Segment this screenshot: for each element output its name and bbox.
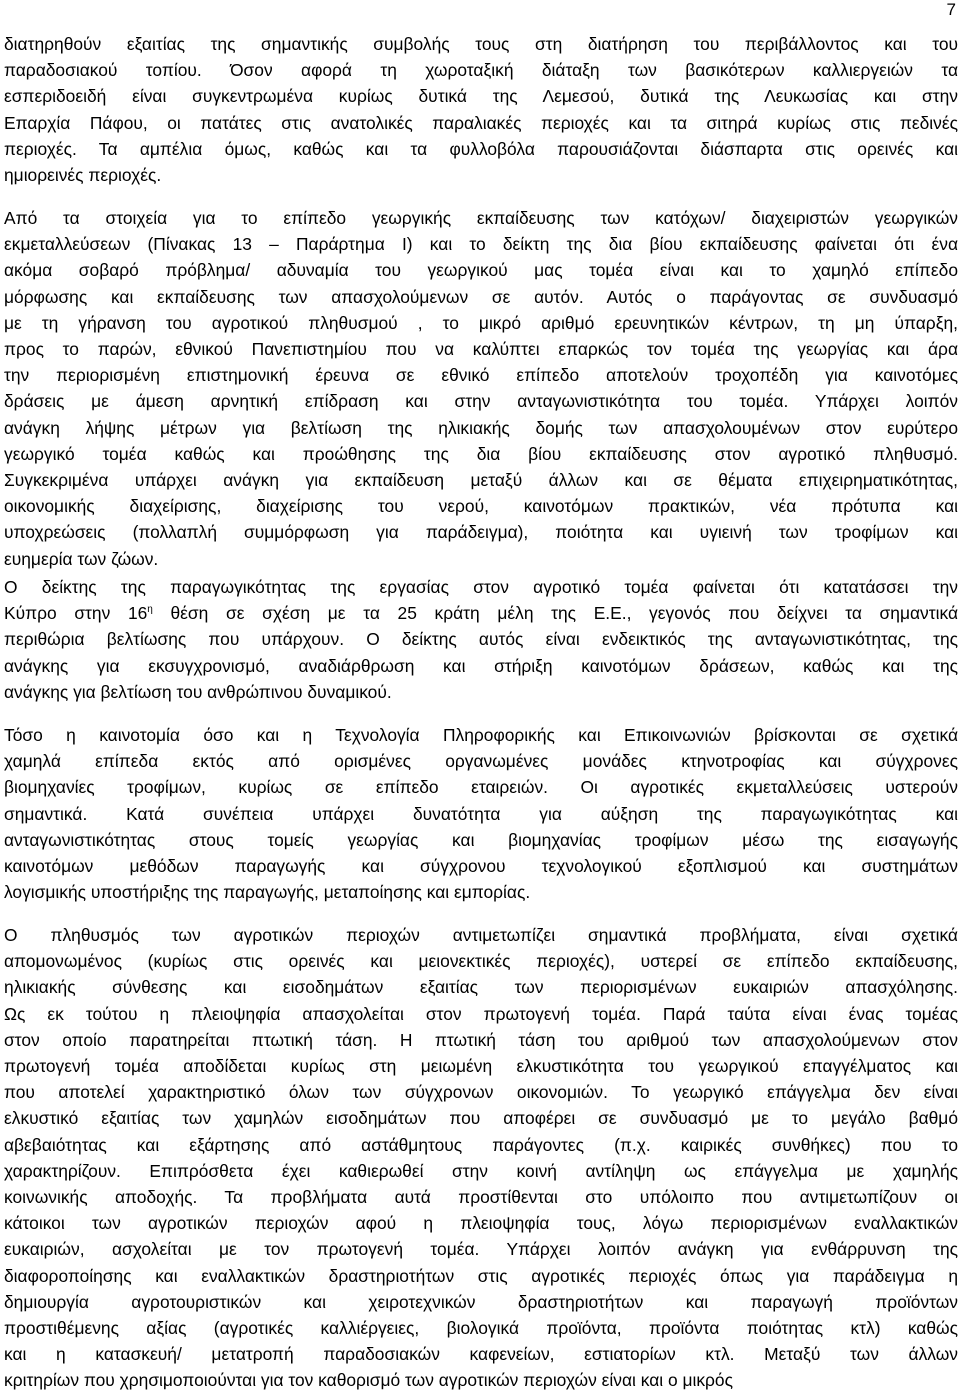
text-line: προστιθέμενης αξίας (αγροτικές καλλιέργειες, βιολογικά προϊόντα, προϊόντα ποιότητας κτλ) καθώς bbox=[4, 1318, 958, 1339]
text-line: Συγκεκριμένα υπάρχει ανάγκη για εκπαίδευση μεταξύ άλλων και σε θέματα επιχειρηματικότητας, bbox=[4, 470, 958, 491]
text-line: εσπεριδοειδή είναι συγκεντρωμένα κυρίως δυτικά της Λεμεσού, δυτικά της Λευκωσίας και στην bbox=[4, 86, 958, 107]
text-line bbox=[4, 679, 958, 705]
text-line: χαρακτηρίζουν. Επιπρόσθετα έχει καθιερωθεί στην κοινή αντίληψη ως επάγγελμα με χαμηλής bbox=[4, 1160, 958, 1181]
text-line: περιοχές. Τα αμπέλια όμως, καθώς και τα φυλλοβόλα παρουσιάζονται διάσπαρτα στις ορεινές και bbox=[4, 138, 958, 159]
text-line: Από τα στοιχεία για το επίπεδο γεωργικής εκπαίδευσης των κατόχων/ διαχειριστών γεωργικών bbox=[4, 208, 958, 228]
text-line: οικονομικής διαχείρισης, διαχείρισης του νερού, καινοτόμων πρακτικών, νέα πρότυπα και bbox=[4, 496, 958, 517]
text-line: Τόσο η καινοτομία όσο και η Τεχνολογία Πληροφορικής και Επικοινωνιών βρίσκονται σε σχετικά bbox=[4, 725, 958, 745]
text-line: Ως εκ τούτου η πλειοψηφία απασχολείται στον πρωτογενή τομέα. Παρά ταύτα είναι ένας τομέας bbox=[4, 1003, 958, 1024]
text-line: δράσεις με άμεση αρνητική επίδραση και στην ανταγωνιστικότητα του τομέα. Υπάρχει λοιπόν bbox=[4, 391, 958, 412]
line-segment: Ο δείκτης της παραγωγικότητας της εργασίας στον αγροτικό τομέα φαίνεται ότι κατατάσσει την bbox=[4, 577, 958, 597]
text-line: δημιουργία αγροτουριστικών και χειροτεχνικών δραστηριοτήτων και παραγωγή προϊόντων bbox=[4, 1291, 958, 1312]
text-line: και η κατασκευή/ μετατροπή παραδοσιακών καφενείων, εστιατορίων κτλ. Μεταξύ των άλλων bbox=[4, 1344, 958, 1365]
text-line: καινοτόμων μεθόδων παραγωγής και σύγχρονου τεχνολογικού εξοπλισμού και συστημάτων bbox=[4, 856, 958, 877]
text-line: στον οποίο παρατηρείται πτωτική τάση. Η πτωτική τάση του αριθμού των απασχολούμενων στον bbox=[4, 1029, 958, 1050]
text-line: ακόμα σοβαρό πρόβλημα/ αδυναμία του γεωργικού μας τομέα είναι και το χαμηλό επίπεδο bbox=[4, 260, 958, 281]
paragraph-innovation-ict bbox=[4, 722, 958, 905]
text-line: εκμεταλλεύσεων (Πίνακας 13 – Παράρτημα Ι) και το δείκτη της δια βίου εκπαίδευσης φαίνεται ότι ένα bbox=[4, 234, 958, 255]
text-line: ημιορεινές περιοχές. bbox=[4, 165, 162, 186]
text-line: κοινωνικής αποδοχής. Τα προβλήματα αυτά προστίθενται στο υπόλοιπο που αντιμετωπίζουν οι bbox=[4, 1187, 958, 1208]
paragraph-rural-population bbox=[4, 922, 958, 1394]
text-line bbox=[4, 600, 958, 626]
line-segment: ανάγκης για βελτίωση του ανθρώπινου δυναμικού. bbox=[4, 681, 392, 702]
text-line: μόρφωσης και εκπαίδευσης των απασχολούμενων σε αυτόν. Αυτός ο παράγοντας σε συνδυασμό bbox=[4, 286, 958, 307]
text-line: προς το παρών, εθνικού Πανεπιστημίου που να καλύπτει επαρκώς τον τομέα της γεωργίας και άρα bbox=[4, 339, 958, 360]
text-line: γεωργικό τομέα καθώς και προώθησης της δια βίου εκπαίδευσης στον αγροτικό πληθυσμό. bbox=[4, 443, 958, 464]
text-line: ευκαιριών, ασχολείται με τον πρωτογενή τομέα. Υπάρχει λοιπόν ανάγκη για ενθάρρυνση της bbox=[4, 1239, 958, 1260]
text-line bbox=[4, 626, 958, 652]
paragraph-crop-distribution bbox=[4, 31, 958, 188]
text-line: Επαρχία Πάφου, οι πατάτες στις ανατολικές παραλιακές περιοχές και τα σιτηρά κυρίως στις πεδινές bbox=[4, 112, 958, 133]
text-line: Ο πληθυσμός των αγροτικών περιοχών αντιμετωπίζει σημαντικά προβλήματα, είναι σχετικά bbox=[4, 925, 958, 945]
text-line: ανάγκη λήψης μέτρων για βελτίωση της ηλικιακής δομής των απασχολουμένων στον ευρύτερο bbox=[4, 417, 958, 438]
text-line: παραδοσιακού τοπίου. Όσον αφορά τη χωροταξική διάταξη των βασικότερων καλλιεργειών τα bbox=[4, 60, 958, 81]
document-page bbox=[4, 0, 958, 1391]
page-number: 7 bbox=[946, 0, 956, 19]
paragraph-labour-productivity bbox=[4, 574, 958, 705]
text-line: την περιορισμένη επιστημονική έρευνα σε εθνικό επίπεδο αποτελούν τροχοπέδη για καινοτόμες bbox=[4, 365, 958, 386]
text-line: ηλικιακής σύνθεσης και εισοδημάτων εξαιτίας των περιορισμένων ευκαιριών απασχόλησης. bbox=[4, 977, 958, 998]
line-segment: ανάγκης για εκσυγχρονισμό, αναδιάρθρωση και στήριξη καινοτόμων δράσεων, καθώς και της bbox=[4, 655, 958, 676]
text-line: αβεβαιότητας και εξάρτησης από αστάθμητους παράγοντες (π.χ. καιρικές συνθήκες) που το bbox=[4, 1134, 958, 1155]
line-segment: Κύπρο στην 16 bbox=[4, 603, 148, 624]
text-line: σημαντικά. Κατά συνέπεια υπάρχει δυνατότητα για αύξηση της παραγωγικότητας και bbox=[4, 803, 958, 824]
text-line: κριτηρίων που χρησιμοποιούνται για τον καθορισμό των αγροτικών περιοχών είναι και ο μικρός bbox=[4, 1370, 733, 1391]
line-segment: θέση σε σχέση με τα 25 κράτη μέλη της Ε.Ε., γεγονός που δείχνει τα σημαντικά bbox=[152, 603, 958, 624]
text-line: διατηρηθούν εξαιτίας της σημαντικής συμβολής τους στη διατήρηση του περιβάλλοντος και του bbox=[4, 34, 958, 54]
text-line: ελκυστικό εξαιτίας των χαμηλών εισοδημάτων που αποφέρει σε συνδυασμό με το μεγάλο βαθμό bbox=[4, 1108, 958, 1129]
text-line: διαφοροποίησης και εναλλακτικών δραστηριοτήτων στις αγροτικές περιοχές όπως για παράδειγμα η bbox=[4, 1265, 958, 1286]
text-line: απομονωμένος (κυρίως στις ορεινές και μειονεκτικές περιοχές), υστερεί σε επίπεδο εκπαίδευσης, bbox=[4, 951, 958, 972]
text-line: με τη γήρανση του αγροτικού πληθυσμού , το μικρό αριθμό ερευνητικών κέντρων, τη μη ύπαρξη, bbox=[4, 312, 958, 333]
text-line: υποχρεώσεις (πολλαπλή συμμόρφωση για παράδειγμα), ποιότητα και υγιεινή των τροφίμων και bbox=[4, 522, 958, 543]
text-line: λογισμικής υποστήριξης της παραγωγής, μεταποίησης και εμπορίας. bbox=[4, 882, 531, 903]
text-line: χαμηλά επίπεδα εκτός από ορισμένες οργανωμένες μονάδες κτηνοτροφίας και σύγχρονες bbox=[4, 751, 958, 772]
text-line bbox=[4, 574, 958, 600]
text-line: ευημερία των ζώων. bbox=[4, 548, 159, 569]
paragraph-agricultural-education bbox=[4, 205, 958, 572]
text-line: πρωτογενή τομέα αποδίδεται κυρίως στη μειωμένη ελκυστικότητα του γεωργικού επαγγέλματος και bbox=[4, 1056, 958, 1077]
ordinal-superscript: η bbox=[147, 604, 153, 616]
text-line: ανταγωνιστικότητας στους τομείς γεωργίας και βιομηχανίας τροφίμων μέσω της εισαγωγής bbox=[4, 829, 958, 850]
text-line: που αποτελεί χαρακτηριστικό όλων των σύγχρονων οικονομιών. Το γεωργικό επάγγελμα δεν είναι bbox=[4, 1082, 958, 1103]
text-line bbox=[4, 653, 958, 679]
line-segment: περιθώρια βελτίωσης που υπάρχουν. Ο δείκτης αυτός είναι ενδεικτικός της ανταγωνιστικότητας, της bbox=[4, 629, 958, 650]
text-line: βιομηχανίες τροφίμων, κυρίως σε επίπεδο εταιρειών. Οι αγροτικές εκμεταλλεύσεις υστερούν bbox=[4, 777, 958, 798]
text-line: κάτοικοι των αγροτικών περιοχών αφού η πλειοψηφία τους, λόγω περιορισμένων εναλλακτικών bbox=[4, 1213, 958, 1234]
